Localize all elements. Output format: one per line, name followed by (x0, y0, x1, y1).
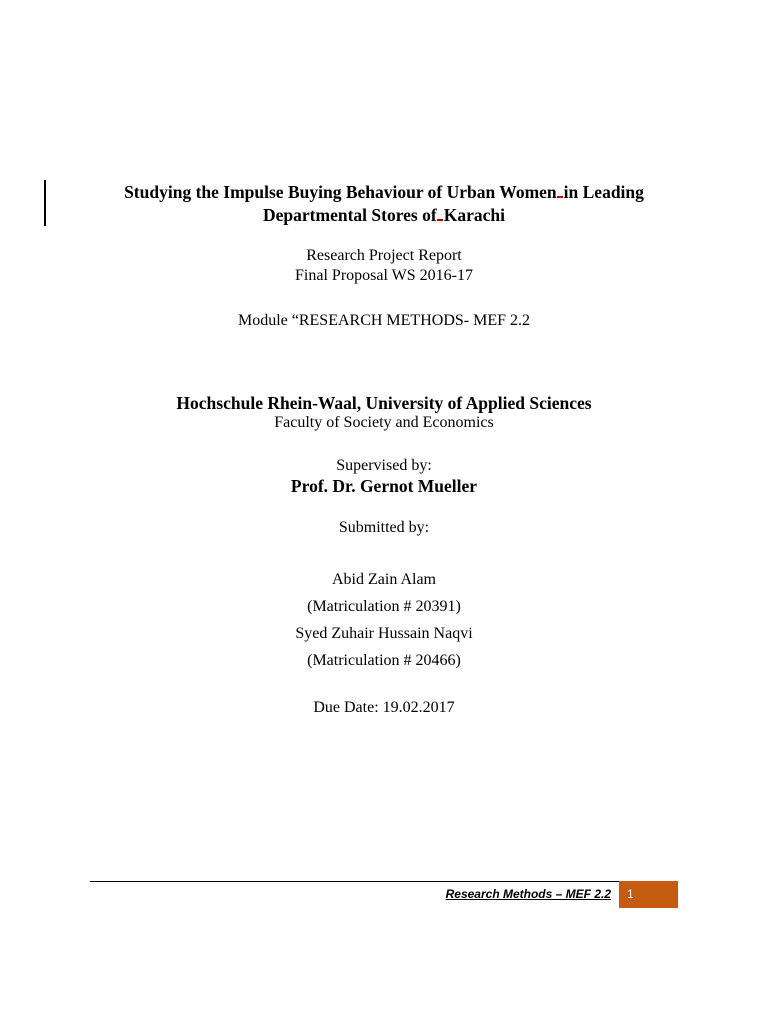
title-line-1-end: in Leading (563, 182, 644, 202)
supervisor-name: Prof. Dr. Gernot Mueller (290, 476, 478, 496)
submitted-label: Submitted by: (338, 519, 430, 536)
revision-mark (437, 218, 443, 221)
title-line-1-text: Studying the Impulse Buying Behaviour of Urban Women (124, 182, 557, 202)
student-list (0, 566, 768, 674)
footer-divider (90, 881, 678, 882)
student-name: Abid Zain Alam (332, 571, 436, 588)
title-line-2-end: Karachi (443, 205, 505, 225)
page-number-box (619, 881, 678, 908)
student-name: Syed Zuhair Hussain Naqvi (295, 625, 473, 642)
report-subtitle (0, 246, 768, 286)
page-number: 1 (627, 887, 634, 901)
university-name: Hochschule Rhein-Waal, University of Applied Sciences (176, 393, 592, 413)
title-line-2 (0, 204, 768, 227)
revision-mark (557, 195, 563, 198)
footer-title: Research Methods – MEF 2.2 (445, 887, 611, 901)
report-proposal: Final Proposal WS 2016-17 (295, 267, 473, 284)
faculty-name: Faculty of Society and Economics (274, 414, 494, 431)
student-matriculation: (Matriculation # 20391) (307, 598, 461, 615)
report-type: Research Project Report (306, 247, 462, 264)
title-line-2-text: Departmental Stores of (263, 205, 437, 225)
title-line-1 (0, 181, 768, 204)
student-matriculation: (Matriculation # 20466) (307, 652, 461, 669)
due-date: Due Date: 19.02.2017 (313, 699, 455, 716)
module-line: Module “RESEARCH METHODS- MEF 2.2 (237, 312, 530, 329)
report-title (0, 181, 768, 227)
supervised-label: Supervised by: (336, 457, 432, 474)
